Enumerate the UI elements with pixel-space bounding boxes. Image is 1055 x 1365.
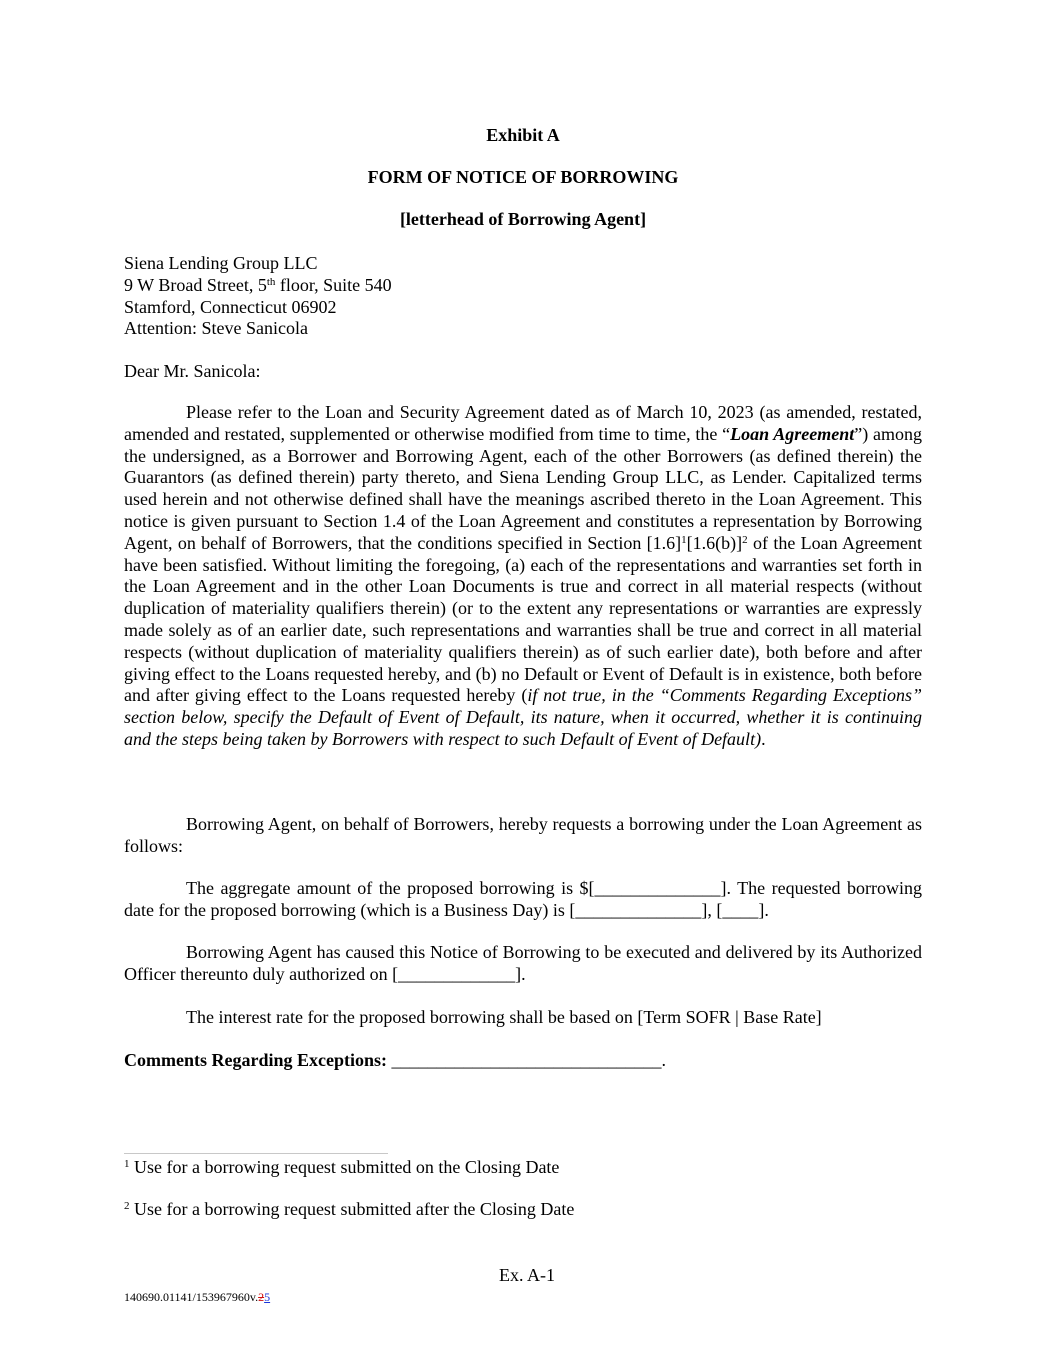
address-street: 9 W Broad Street, 5 <box>124 274 267 295</box>
exhibit-heading: Exhibit A <box>486 125 560 145</box>
recipient-address <box>124 253 392 340</box>
footnote-divider <box>124 1153 388 1154</box>
para1-text-5: . <box>761 728 766 749</box>
comments-regarding-exceptions <box>124 1050 922 1072</box>
address-ordinal-suffix: th <box>266 275 276 288</box>
footnote-2-number: 2 <box>124 1200 130 1212</box>
document-version-inserted: 5 <box>264 1290 271 1304</box>
footnote-2 <box>124 1199 574 1221</box>
footnote-1 <box>124 1157 559 1179</box>
paragraph-borrowing-request: Borrowing Agent, on behalf of Borrowers, hereby requests a borrowing under the Loan Agreement as follows: <box>124 814 922 856</box>
document-id-prefix: 140690.01141/153967960v. <box>124 1290 259 1304</box>
footnote-1-number: 1 <box>124 1158 130 1170</box>
loan-agreement-defined-term: Loan Agreement <box>730 423 855 444</box>
paragraph-authorization: Borrowing Agent has caused this Notice of Borrowing to be executed and delivered by its Authorized Officer thereunto duly authorized on [_____________]. <box>124 942 922 984</box>
paragraph-borrowing-amount: The aggregate amount of the proposed borrowing is $[______________]. The requested borrowing date for the proposed borrowing (which is a Business Day) is [______________], [____]. <box>124 878 922 920</box>
address-suite: floor, Suite 540 <box>275 274 392 295</box>
para1-italic-instruction: if not true, in the “Comments Regarding Exceptions” section below, specify the Default of Event of Default, its nature, when it occurred, whether it is continuing and the steps being taken by Borrowers with respect to such Default of Event of Default) <box>124 685 922 749</box>
footnote-2-text: Use for a borrowing request submitted after the Closing Date <box>129 1199 575 1219</box>
para1-text-3: [1.6(b)] <box>686 532 743 553</box>
page-number: Ex. A-1 <box>499 1265 555 1285</box>
letterhead-placeholder: [letterhead of Borrowing Agent] <box>399 209 647 229</box>
para1-text-2: ”) among the undersigned, as a Borrower and Borrowing Agent, each of the other Borrowers (as defined therein) the Guarantors (as defined therein) party thereto, and Siena Lending Group LLC, as Lender. Capitalized terms used herein and not otherwise defined shall have the meanings ascribed thereto in the Loan Agreement. This notice is given pursuant to Section 1.4 of the Loan Agreement and constitutes a representation by Borrowing Agent, on behalf of Borrowers, that the conditions specified in Section [1.6] <box>124 423 922 553</box>
form-title: FORM OF NOTICE OF BORROWING <box>367 167 679 187</box>
document-id <box>124 1287 270 1309</box>
address-line-3: Stamford, Connecticut 06902 <box>124 296 337 317</box>
address-line-1: Siena Lending Group LLC <box>124 253 318 273</box>
footnote-ref-1: 1 <box>681 533 687 546</box>
para1-text-4: of the Loan Agreement have been satisfied. Without limiting the foregoing, (a) each of the representations and warranties set forth in the Loan Agreement and in the other Loan Documents is true and correct in all material respects (without duplication of materiality qualifiers therein) (or to the extent any representations or warranties are expressly made solely as of an earlier date, such representations and warranties shall be true and correct in all material respects (without duplication of materiality qualifiers therein) as of such earlier date), both before and after giving effect to the Loans requested hereby, and (b) no Default or Event of Default is in existence, both before and after giving effect to the Loans requested hereby ( <box>124 532 922 706</box>
para1-text-1: Please refer to the Loan and Security Agreement dated as of March 10, 2023 (as amended, restated, amended and restated, supplemented or otherwise modified from time to time, the “ <box>124 402 922 444</box>
address-line-2 <box>124 275 392 297</box>
comments-blank-line: ______________________________. <box>387 1050 666 1070</box>
footnote-1-text: Use for a borrowing request submitted on the Closing Date <box>129 1157 560 1177</box>
address-line-4: Attention: Steve Sanicola <box>124 318 308 339</box>
document-version-deleted: 2 <box>258 1290 265 1304</box>
salutation: Dear Mr. Sanicola: <box>124 361 261 381</box>
footnote-ref-2: 2 <box>742 533 748 546</box>
paragraph-interest-rate: The interest rate for the proposed borrowing shall be based on [Term SOFR | Base Rate] <box>186 1007 822 1027</box>
paragraph-loan-agreement <box>124 402 922 751</box>
comments-label: Comments Regarding Exceptions: <box>124 1050 387 1070</box>
